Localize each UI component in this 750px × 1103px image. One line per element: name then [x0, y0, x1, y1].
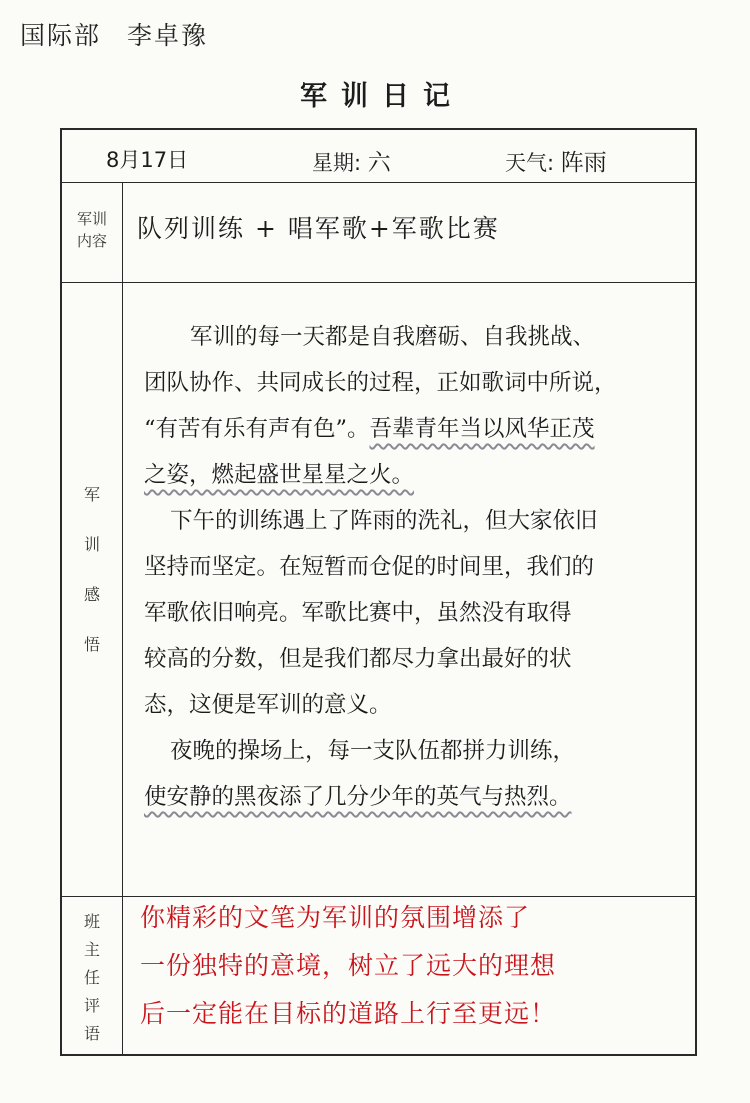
- reflection-line: 军歌依旧响亮。军歌比赛中，虽然没有取得: [144, 600, 572, 626]
- comment-line: 一份独特的意境，树立了远大的理想: [140, 951, 557, 980]
- quote-text: “有苦有乐有声有色”。: [144, 416, 370, 442]
- reflection-line: 团队协作、共同成长的过程，正如歌词中所说，: [144, 370, 617, 396]
- content-label-line: 内容: [76, 232, 107, 250]
- reflection-label-char: 训: [83, 535, 100, 554]
- reflection-line: [144, 452, 684, 498]
- document-title: 军训日记: [300, 81, 464, 112]
- date-cell: 8月17日: [106, 148, 189, 172]
- reflection-body: [144, 314, 684, 820]
- underlined-phrase: 使安静的黑夜添了几分少年的英气与热烈。: [144, 784, 572, 810]
- student-name: 李卓豫: [127, 21, 209, 50]
- row-divider: [62, 282, 695, 283]
- reflection-line: 坚持而坚定。在短暂而仓促的时间里，我们的: [144, 554, 595, 580]
- content-label: [62, 208, 122, 252]
- weekday-cell: [312, 144, 391, 177]
- reflection-line: 态，这便是军训的意义。: [144, 692, 392, 718]
- author-header: [20, 16, 234, 52]
- reflection-line: [144, 774, 684, 820]
- diary-table: [60, 128, 697, 1056]
- weekday-label: 星期:: [312, 151, 362, 175]
- comment-label: [62, 908, 122, 1048]
- weather-label: 天气:: [505, 151, 555, 175]
- comment-line: 你精彩的文笔为军训的氛围增添了: [140, 903, 531, 932]
- comment-line: 后一定能在目标的道路上行至更远！: [140, 999, 557, 1028]
- weather-cell: [505, 144, 607, 177]
- department-text: 国际部: [20, 21, 102, 50]
- underlined-phrase: 之姿，燃起盛世星星之火。: [144, 462, 415, 488]
- reflection-label-char: 军: [83, 485, 100, 504]
- training-content-text: 队列训练 + 唱军歌+军歌比赛: [137, 214, 500, 243]
- reflection-line: 较高的分数，但是我们都尽力拿出最好的状: [144, 646, 572, 672]
- reflection-line: 夜晚的操场上，每一支队伍都拼力训练，: [170, 738, 576, 764]
- weekday-value: 六: [367, 150, 391, 176]
- content-label-line: 军训: [76, 210, 107, 228]
- comment-label-char: 评: [83, 996, 100, 1015]
- reflection-line: 军训的每一天都是自我磨砺、自我挑战、: [190, 324, 596, 350]
- comment-label-char: 班: [83, 912, 100, 931]
- teacher-comment: [140, 894, 692, 1038]
- comment-label-char: 主: [83, 940, 100, 959]
- comment-label-char: 任: [83, 968, 100, 987]
- comment-label-char: 语: [83, 1024, 100, 1043]
- underlined-phrase: 吾辈青年当以风华正茂: [369, 416, 595, 442]
- reflection-line: [144, 406, 684, 452]
- reflection-label: [62, 470, 122, 670]
- reflection-label-char: 悟: [83, 635, 100, 654]
- reflection-line: 下午的训练遇上了阵雨的洗礼，但大家依旧: [170, 508, 598, 534]
- weather-value: 阵雨: [560, 150, 607, 176]
- reflection-label-char: 感: [83, 585, 100, 604]
- column-divider: [122, 182, 123, 1056]
- row-divider: [62, 182, 695, 183]
